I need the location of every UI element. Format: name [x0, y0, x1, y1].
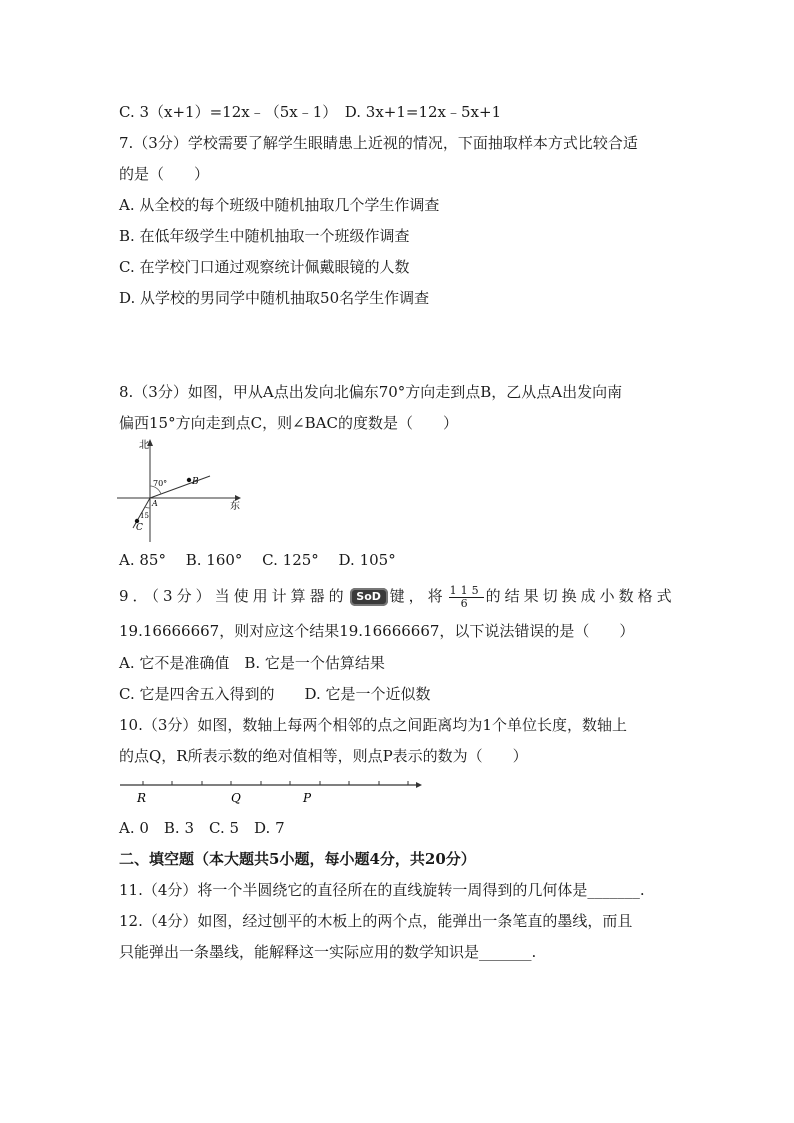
sod-key-icon: SoD — [350, 588, 388, 606]
q9-options-ab: A. 它不是准确值 B. 它是一个估算结果 — [119, 654, 385, 672]
label-east: 东 — [230, 501, 240, 512]
q9-options-cd: C. 它是四舍五入得到的 D. 它是一个近似数 — [119, 685, 431, 703]
fraction-denominator: 6 — [460, 596, 472, 610]
label-angle-15: 15 — [140, 512, 149, 520]
q7-option-d: D. 从学校的男同学中随机抽取50名学生作调查 — [119, 289, 430, 307]
point-b-dot — [187, 478, 191, 482]
q9-text-post: 的结果切换成小数格式 — [485, 587, 676, 605]
q6-options-cd: C. 3（x+1）=12x﹣（5x﹣1） D. 3x+1=12x﹣5x+1 — [119, 103, 502, 121]
q12-stem-line2: 只能弹出一条墨线，能解释这一实际应用的数学知识是_______. — [119, 943, 537, 961]
q7-option-b: B. 在低年级学生中随机抽取一个班级作调查 — [119, 227, 410, 245]
q10-number-line — [118, 778, 423, 808]
q7-option-c: C. 在学校门口通过观察统计佩戴眼镜的人数 — [119, 258, 410, 276]
q9-text-pre: 9．（3分）当使用计算器的 — [119, 587, 348, 605]
q8-stem-line1: 8.（3分）如图，甲从A点出发向北偏东70°方向走到点B，乙从点A出发向南 — [119, 383, 623, 401]
label-point-a: A — [152, 499, 158, 508]
q10-options: A. 0 B. 3 C. 5 D. 7 — [119, 819, 285, 837]
q10-stem-line1: 10.（3分）如图，数轴上每两个相邻的点之间距离均为1个单位长度，数轴上 — [119, 716, 627, 734]
label-point-b: B — [192, 477, 199, 487]
label-north: 北 — [139, 440, 149, 451]
label-point-q: Q — [231, 791, 241, 805]
q7-stem-line1: 7.（3分）学校需要了解学生眼睛患上近视的情况，下面抽取样本方式比较合适 — [119, 134, 638, 152]
fraction-115-6 — [449, 585, 484, 610]
label-point-c: C — [136, 523, 143, 533]
angle-15-arc — [145, 507, 150, 508]
q8-options: A. 85° B. 160° C. 125° D. 105° — [119, 551, 396, 569]
q10-stem-line2: 的点Q，R所表示数的绝对值相等，则点P表示的数为（ ） — [119, 747, 528, 765]
q11-stem: 11.（4分）将一个半圆绕它的直径所在的直线旋转一周得到的几何体是_______. — [119, 881, 645, 899]
number-line-arrow-icon — [416, 782, 422, 788]
label-point-r: R — [137, 791, 147, 805]
q7-stem-line2: 的是（ ） — [119, 165, 210, 183]
fraction-numerator: 115 — [449, 583, 483, 597]
label-point-p: P — [303, 791, 312, 805]
label-angle-70: 70° — [153, 479, 168, 488]
q7-option-a: A. 从全校的每个班级中随机抽取几个学生作调查 — [119, 196, 440, 214]
q9-stem-line1 — [119, 583, 676, 610]
q9-text-mid: 键，将 — [389, 587, 447, 605]
q8-direction-figure — [117, 438, 242, 544]
q9-stem-line2: 19.16666667，则对应这个结果19.16666667，以下说法错误的是（ ） — [119, 622, 635, 640]
q12-stem-line1: 12.（4分）如图，经过刨平的木板上的两个点，能弹出一条笔直的墨线，而且 — [119, 912, 633, 930]
q8-stem-line2: 偏西15°方向走到点C，则∠BAC的度数是（ ） — [119, 414, 458, 432]
section-title-fill-in: 二、填空题（本大题共5小题，每小题4分，共20分） — [119, 850, 476, 868]
